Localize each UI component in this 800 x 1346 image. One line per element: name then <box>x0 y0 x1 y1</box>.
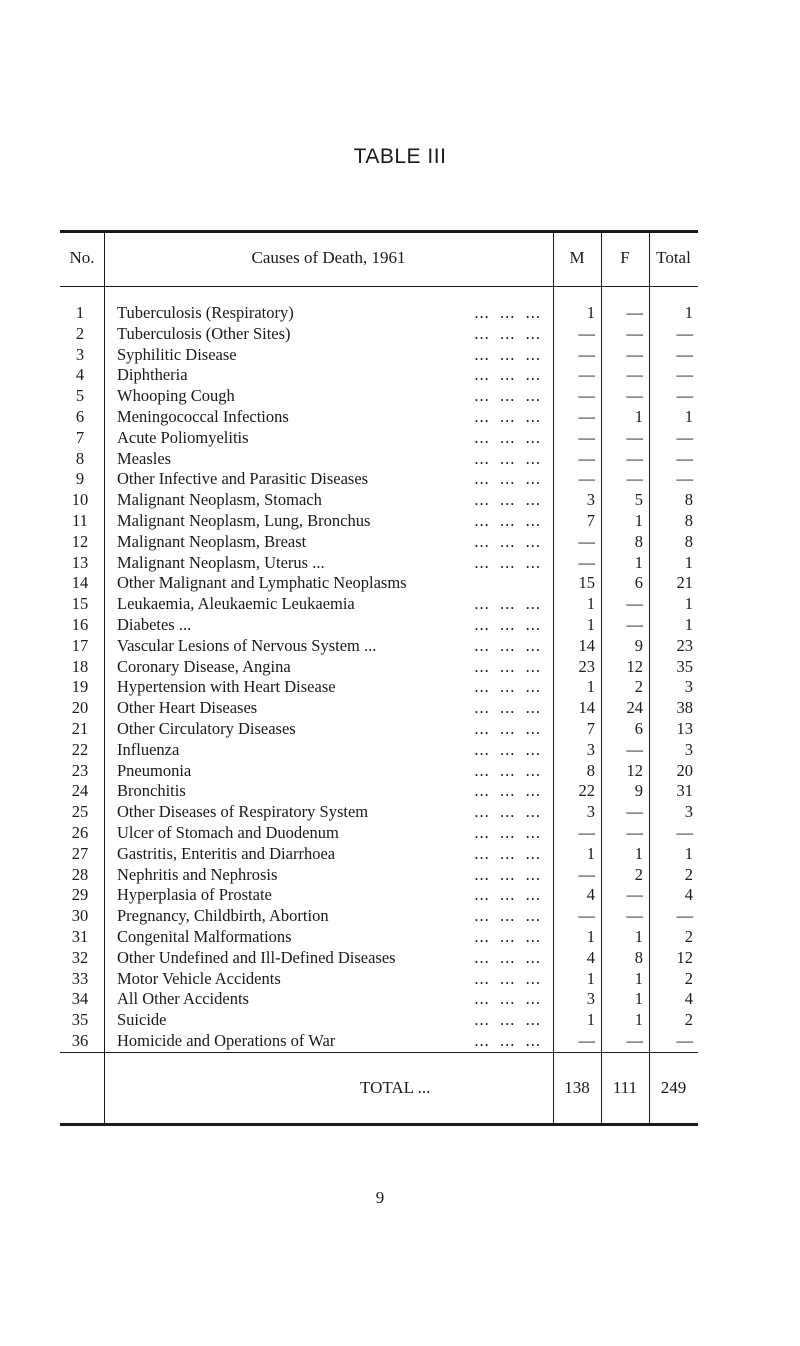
table-row <box>60 594 698 615</box>
row-total: 8 <box>684 531 693 551</box>
row-cause-label: Coronary Disease, Angina <box>117 657 295 676</box>
row-number: 3 <box>75 344 85 364</box>
row-f: — <box>626 594 643 614</box>
row-cause: ... ... ... Nephritis and Nephrosis <box>117 864 541 884</box>
row-cause: ... ... ... Motor Vehicle Accidents <box>117 968 541 988</box>
table-row <box>60 428 698 449</box>
row-total: — <box>676 822 693 842</box>
row-f: 1 <box>634 406 643 426</box>
row-m: 7 <box>586 718 595 738</box>
table-row <box>60 1010 698 1031</box>
header-m: M <box>569 248 585 267</box>
row-f: — <box>626 386 643 406</box>
table-row <box>60 969 698 990</box>
row-total: 3 <box>684 739 693 759</box>
row-cause-label: All Other Accidents <box>117 989 253 1008</box>
row-cause-label: Malignant Neoplasm, Lung, Bronchus <box>117 511 374 530</box>
row-m: 4 <box>586 885 595 905</box>
row-cause-label: Malignant Neoplasm, Breast <box>117 532 310 551</box>
row-cause-label: Hyperplasia of Prostate <box>117 885 276 904</box>
row-m: — <box>578 906 595 926</box>
row-cause-label: Homicide and Operations of War <box>117 1031 339 1050</box>
row-cause-label: Other Infective and Parasitic Diseases <box>117 469 372 488</box>
row-number: 32 <box>71 947 89 967</box>
row-cause-label: Tuberculosis (Respiratory) <box>117 303 298 322</box>
table-row <box>60 511 698 532</box>
table-row <box>60 698 698 719</box>
row-cause: ... ... ... Malignant Neoplasm, Lung, Bronchus <box>117 510 541 530</box>
row-m: — <box>578 344 595 364</box>
row-number: 22 <box>71 739 89 759</box>
table-row <box>60 719 698 740</box>
row-number: 5 <box>75 386 85 406</box>
row-number: 14 <box>71 573 89 593</box>
table-row <box>60 636 698 657</box>
row-total: 3 <box>684 677 693 697</box>
row-total: 31 <box>676 781 693 801</box>
row-number: 21 <box>71 718 89 738</box>
row-f: — <box>626 1030 643 1050</box>
row-number: 28 <box>71 864 89 884</box>
row-cause-label: Tuberculosis (Other Sites) <box>117 324 295 343</box>
row-cause-label: Measles <box>117 449 175 468</box>
row-f: 12 <box>626 760 643 780</box>
row-cause-label: Pneumonia <box>117 761 195 780</box>
row-cause: ... ... ... Tuberculosis (Other Sites) <box>117 323 541 343</box>
row-number: 20 <box>71 698 89 718</box>
table-row <box>60 303 698 324</box>
row-cause: ... ... ... Congenital Malformations <box>117 926 541 946</box>
row-m: — <box>578 448 595 468</box>
row-f: 8 <box>634 531 643 551</box>
row-cause <box>117 573 547 594</box>
row-cause-label: Other Heart Diseases <box>117 698 261 717</box>
table-row <box>60 1031 698 1052</box>
row-cause: ... ... ... Whooping Cough <box>117 386 541 406</box>
table-row <box>60 740 698 761</box>
row-cause: ... ... ... Other Circulatory Diseases <box>117 718 541 738</box>
row-number: 17 <box>71 635 89 655</box>
row-m: 15 <box>578 573 595 593</box>
table-body <box>60 303 698 1052</box>
row-cause-label: Influenza <box>117 740 183 759</box>
table-row <box>60 532 698 553</box>
row-cause: ... ... ... Pregnancy, Childbirth, Abortion <box>117 906 541 926</box>
row-number: 6 <box>75 406 85 426</box>
row-f: 1 <box>634 1010 643 1030</box>
row-cause-label: Pregnancy, Childbirth, Abortion <box>117 906 333 925</box>
row-f: — <box>626 427 643 447</box>
row-total: 8 <box>684 490 693 510</box>
row-cause-label: Ulcer of Stomach and Duodenum <box>117 823 343 842</box>
row-cause-label: Acute Poliomyelitis <box>117 428 253 447</box>
row-m: — <box>578 406 595 426</box>
row-number: 11 <box>72 510 88 530</box>
row-cause: ... ... ... Ulcer of Stomach and Duodenum <box>117 822 541 842</box>
row-total: 35 <box>676 656 693 676</box>
row-cause-label: Motor Vehicle Accidents <box>117 969 285 988</box>
row-m: 1 <box>586 614 595 634</box>
row-f: 1 <box>634 968 643 988</box>
row-number: 29 <box>71 885 89 905</box>
row-total: 2 <box>684 864 693 884</box>
table-row <box>60 906 698 927</box>
row-cause-label: Bronchitis <box>117 781 190 800</box>
table-row <box>60 365 698 386</box>
row-f: — <box>626 448 643 468</box>
row-f: — <box>626 885 643 905</box>
row-m: 1 <box>586 677 595 697</box>
row-total: 1 <box>684 614 693 634</box>
row-f: 9 <box>634 635 643 655</box>
row-cause: ... ... ... Leukaemia, Aleukaemic Leukaemia <box>117 594 541 614</box>
bottom-rule <box>60 1123 698 1126</box>
row-m: — <box>578 427 595 447</box>
row-f: — <box>626 906 643 926</box>
row-m: 14 <box>578 698 595 718</box>
row-total: 1 <box>684 406 693 426</box>
table-row <box>60 490 698 511</box>
row-cause: ... ... ... Acute Poliomyelitis <box>117 427 541 447</box>
row-cause-label: Meningococcal Infections <box>117 407 293 426</box>
row-total: — <box>676 386 693 406</box>
row-cause: ... ... ... Other Infective and Parasitic Diseases <box>117 469 541 489</box>
total-row <box>60 1052 698 1123</box>
row-m: 3 <box>586 490 595 510</box>
row-total: — <box>676 906 693 926</box>
row-cause-label: Malignant Neoplasm, Uterus ... <box>117 553 329 572</box>
row-f: 1 <box>634 989 643 1009</box>
row-m: — <box>578 469 595 489</box>
row-f: 2 <box>634 677 643 697</box>
row-m: 4 <box>586 947 595 967</box>
causes-of-death-table <box>60 230 698 1126</box>
header-no: No. <box>69 248 95 267</box>
table-row <box>60 407 698 428</box>
row-number: 18 <box>71 656 89 676</box>
row-total: — <box>676 323 693 343</box>
row-m: — <box>578 323 595 343</box>
row-f: — <box>626 344 643 364</box>
row-m: 1 <box>586 594 595 614</box>
row-number: 15 <box>71 594 89 614</box>
table-row <box>60 802 698 823</box>
row-m: 23 <box>578 656 595 676</box>
table-row <box>60 823 698 844</box>
table-row <box>60 386 698 407</box>
row-f: — <box>626 323 643 343</box>
row-number: 34 <box>71 989 89 1009</box>
row-f: 1 <box>634 926 643 946</box>
row-cause-label: Hypertension with Heart Disease <box>117 677 340 696</box>
row-total: 2 <box>684 1010 693 1030</box>
row-m: 1 <box>586 843 595 863</box>
row-total: 21 <box>676 573 693 593</box>
row-total: 1 <box>684 303 693 322</box>
row-total: — <box>676 469 693 489</box>
row-m: — <box>578 822 595 842</box>
row-f: 12 <box>626 656 643 676</box>
row-number: 23 <box>71 760 89 780</box>
row-f: — <box>626 822 643 842</box>
row-total: — <box>676 448 693 468</box>
row-number: 36 <box>71 1030 89 1050</box>
row-cause: ... ... ... Tuberculosis (Respiratory) <box>117 303 541 322</box>
row-cause: ... ... ... All Other Accidents <box>117 989 541 1009</box>
row-total: 12 <box>676 947 693 967</box>
row-cause-label: Whooping Cough <box>117 386 239 405</box>
row-number: 31 <box>71 926 89 946</box>
table-title: TABLE III <box>353 145 447 168</box>
header-f: F <box>620 248 630 267</box>
row-cause-label: Syphilitic Disease <box>117 345 241 364</box>
row-cause: ... ... ... Other Diseases of Respiratory System <box>117 802 541 822</box>
row-cause-label: Diphtheria <box>117 365 192 384</box>
row-cause: ... ... ... Other Undefined and Ill-Defined Diseases <box>117 947 541 967</box>
row-m: — <box>578 1030 595 1050</box>
row-total: 8 <box>684 510 693 530</box>
row-cause: ... ... ... Meningococcal Infections <box>117 406 541 426</box>
header-cause: Causes of Death, 1961 <box>251 248 406 267</box>
table-row <box>60 761 698 782</box>
row-cause: ... ... ... Other Heart Diseases <box>117 698 541 718</box>
table-row <box>60 469 698 490</box>
row-number: 27 <box>71 843 89 863</box>
row-total: 20 <box>676 760 693 780</box>
row-number: 33 <box>71 968 89 988</box>
row-number: 10 <box>71 490 89 510</box>
row-cause: ... ... ... Gastritis, Enteritis and Diarrhoea <box>117 843 541 863</box>
row-cause-label: Vascular Lesions of Nervous System ... <box>117 636 380 655</box>
row-number: 24 <box>71 781 89 801</box>
row-cause-label: Other Circulatory Diseases <box>117 719 300 738</box>
row-f: 1 <box>634 843 643 863</box>
row-f: 24 <box>626 698 643 718</box>
row-cause: ... ... ... Suicide <box>117 1010 541 1030</box>
row-f: — <box>626 739 643 759</box>
row-f: 6 <box>634 573 643 593</box>
total-t: 249 <box>660 1078 687 1097</box>
row-cause-label: Other Undefined and Ill-Defined Diseases <box>117 948 400 967</box>
row-m: — <box>578 365 595 385</box>
page-number: 9 <box>375 1188 385 1207</box>
row-cause-label: Nephritis and Nephrosis <box>117 865 281 884</box>
row-number: 35 <box>71 1010 89 1030</box>
row-total: 1 <box>684 552 693 572</box>
row-f: — <box>626 365 643 385</box>
row-f: 5 <box>634 490 643 510</box>
row-cause-label: Leukaemia, Aleukaemic Leukaemia <box>117 594 359 613</box>
row-number: 8 <box>75 448 85 468</box>
row-cause-label: Congenital Malformations <box>117 927 296 946</box>
total-f: 111 <box>612 1078 638 1097</box>
row-total: 1 <box>684 594 693 614</box>
row-cause: ... ... ... Diphtheria <box>117 365 541 385</box>
table-row <box>60 844 698 865</box>
row-cause-label: Other Malignant and Lymphatic Neoplasms <box>117 573 411 592</box>
row-m: — <box>578 386 595 406</box>
row-cause-label: Suicide <box>117 1010 171 1029</box>
row-total: 3 <box>684 802 693 822</box>
row-cause: ... ... ... Malignant Neoplasm, Stomach <box>117 490 541 510</box>
row-cause: ... ... ... Syphilitic Disease <box>117 344 541 364</box>
row-total: 4 <box>684 989 693 1009</box>
row-number: 4 <box>75 365 85 385</box>
total-label: TOTAL ... <box>360 1078 431 1097</box>
row-m: 1 <box>586 1010 595 1030</box>
table-row <box>60 865 698 886</box>
header-rule <box>60 286 698 287</box>
row-cause: ... ... ... Coronary Disease, Angina <box>117 656 541 676</box>
row-total: 38 <box>676 698 693 718</box>
row-number: 1 <box>75 303 85 322</box>
row-total: — <box>676 365 693 385</box>
row-cause: ... ... ... Vascular Lesions of Nervous System ... <box>117 635 541 655</box>
row-m: — <box>578 552 595 572</box>
row-total: — <box>676 427 693 447</box>
table-row <box>60 677 698 698</box>
row-number: 12 <box>71 531 89 551</box>
row-f: — <box>626 614 643 634</box>
row-cause: ... ... ... Homicide and Operations of War <box>117 1030 541 1050</box>
row-f: 9 <box>634 781 643 801</box>
row-cause-label: Gastritis, Enteritis and Diarrhoea <box>117 844 339 863</box>
total-m: 138 <box>564 1078 590 1097</box>
row-number: 16 <box>71 614 89 634</box>
row-total: 2 <box>684 968 693 988</box>
row-m: 1 <box>586 303 595 322</box>
row-cause: ... ... ... Diabetes ... <box>117 614 541 634</box>
row-cause-label: Other Diseases of Respiratory System <box>117 802 372 821</box>
row-total: 1 <box>684 843 693 863</box>
row-f: — <box>626 802 643 822</box>
row-m: 3 <box>586 739 595 759</box>
row-f: — <box>626 303 643 322</box>
row-total: — <box>676 1030 693 1050</box>
row-f: 1 <box>634 552 643 572</box>
row-number: 2 <box>75 323 85 343</box>
table-row <box>60 948 698 969</box>
row-m: 8 <box>586 760 595 780</box>
row-total: — <box>676 344 693 364</box>
row-cause: ... ... ... Hypertension with Heart Disease <box>117 677 541 697</box>
header-total: Total <box>656 248 691 267</box>
row-m: 1 <box>586 926 595 946</box>
table-row <box>60 781 698 802</box>
row-m: — <box>578 864 595 884</box>
table-row <box>60 324 698 345</box>
row-f: — <box>626 469 643 489</box>
table-row <box>60 657 698 678</box>
row-cause: ... ... ... Pneumonia <box>117 760 541 780</box>
row-total: 23 <box>676 635 693 655</box>
row-m: 1 <box>586 968 595 988</box>
row-m: 22 <box>578 781 595 801</box>
row-cause: ... ... ... Malignant Neoplasm, Breast <box>117 531 541 551</box>
row-f: 2 <box>634 864 643 884</box>
row-total: 13 <box>676 718 693 738</box>
row-number: 26 <box>71 822 89 842</box>
row-total: 2 <box>684 926 693 946</box>
row-f: 8 <box>634 947 643 967</box>
row-cause: ... ... ... Hyperplasia of Prostate <box>117 885 541 905</box>
table-row <box>60 345 698 366</box>
table-row <box>60 989 698 1010</box>
row-m: — <box>578 531 595 551</box>
table-row <box>60 615 698 636</box>
row-cause-label: Malignant Neoplasm, Stomach <box>117 490 326 509</box>
row-number: 9 <box>75 469 85 489</box>
row-cause: ... ... ... Influenza <box>117 739 541 759</box>
row-m: 3 <box>586 989 595 1009</box>
row-number: 25 <box>71 802 89 822</box>
row-number: 7 <box>75 427 85 447</box>
row-total: 4 <box>684 885 693 905</box>
row-f: 1 <box>634 510 643 530</box>
row-number: 19 <box>71 677 89 697</box>
table-row <box>60 553 698 574</box>
row-cause: ... ... ... Measles <box>117 448 541 468</box>
row-cause-label: Diabetes ... <box>117 615 195 634</box>
table-row <box>60 449 698 470</box>
row-number: 30 <box>71 906 89 926</box>
row-m: 7 <box>586 510 595 530</box>
row-number: 13 <box>71 552 89 572</box>
row-m: 3 <box>586 802 595 822</box>
table-row <box>60 927 698 948</box>
table-row <box>60 885 698 906</box>
table-row <box>60 573 698 594</box>
row-f: 6 <box>634 718 643 738</box>
row-cause: ... ... ... Malignant Neoplasm, Uterus ... <box>117 552 541 572</box>
row-cause: ... ... ... Bronchitis <box>117 781 541 801</box>
row-m: 14 <box>578 635 595 655</box>
